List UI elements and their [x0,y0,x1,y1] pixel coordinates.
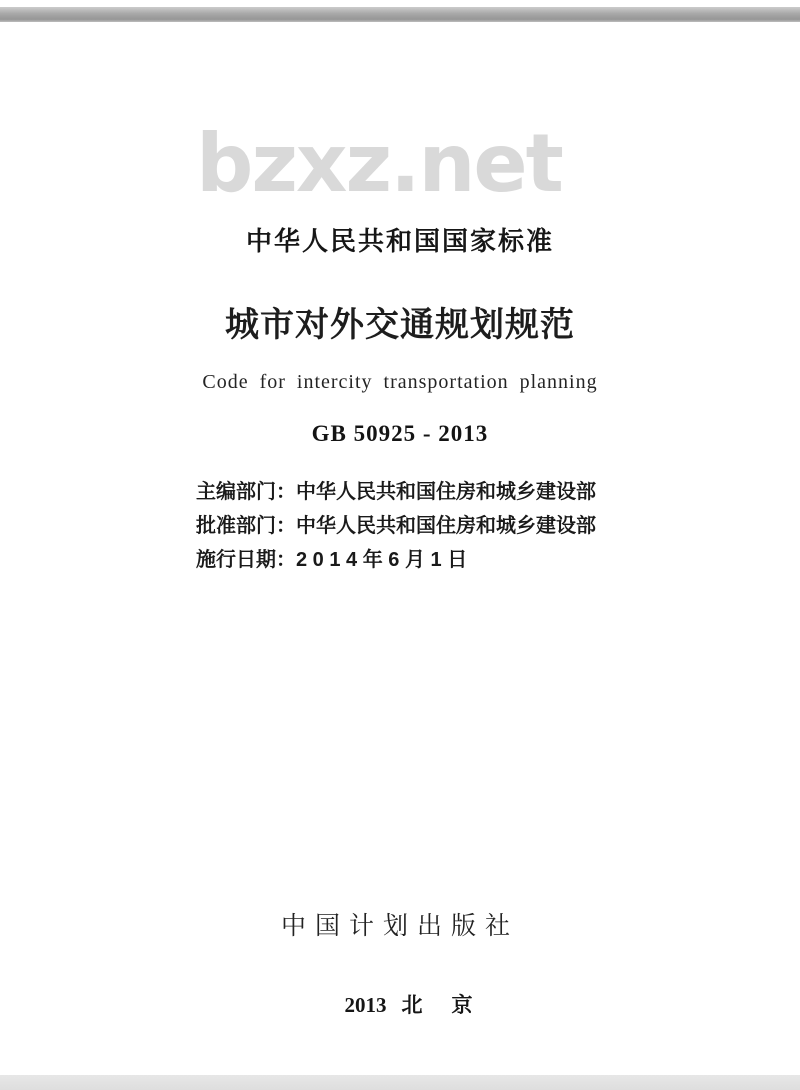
watermark-text: bzxz.net [196,117,562,210]
edition-line [0,964,800,1044]
info-value: 中华人民共和国住房和城乡建设部 [296,515,596,537]
standard-category-heading: 中华人民共和国国家标准 [245,226,554,256]
info-label: 主编部门： [196,481,296,503]
top-scan-edge-bar [0,7,800,22]
info-line-effective-date [196,543,626,577]
bottom-scan-edge-bar [0,1075,800,1090]
info-value: 2 0 1 4 年 6 月 1 日 [296,549,468,571]
publisher-name: 中国计划出版社 [280,913,519,940]
document-title-english: Code for intercity transportation planning [202,371,598,393]
document-title-chinese: 城市对外交通规划规范 [225,307,575,344]
edition-year: 2013 [344,993,387,1017]
info-label: 批准部门： [196,515,296,537]
info-line-chief-editor [196,475,626,509]
info-value: 中华人民共和国住房和城乡建设部 [296,481,596,503]
info-line-approval-dept [196,509,626,543]
info-block [196,475,626,577]
info-label: 施行日期： [196,549,296,571]
edition-city: 北 京 [401,993,477,1017]
standard-code: GB 50925 - 2013 [311,421,489,446]
